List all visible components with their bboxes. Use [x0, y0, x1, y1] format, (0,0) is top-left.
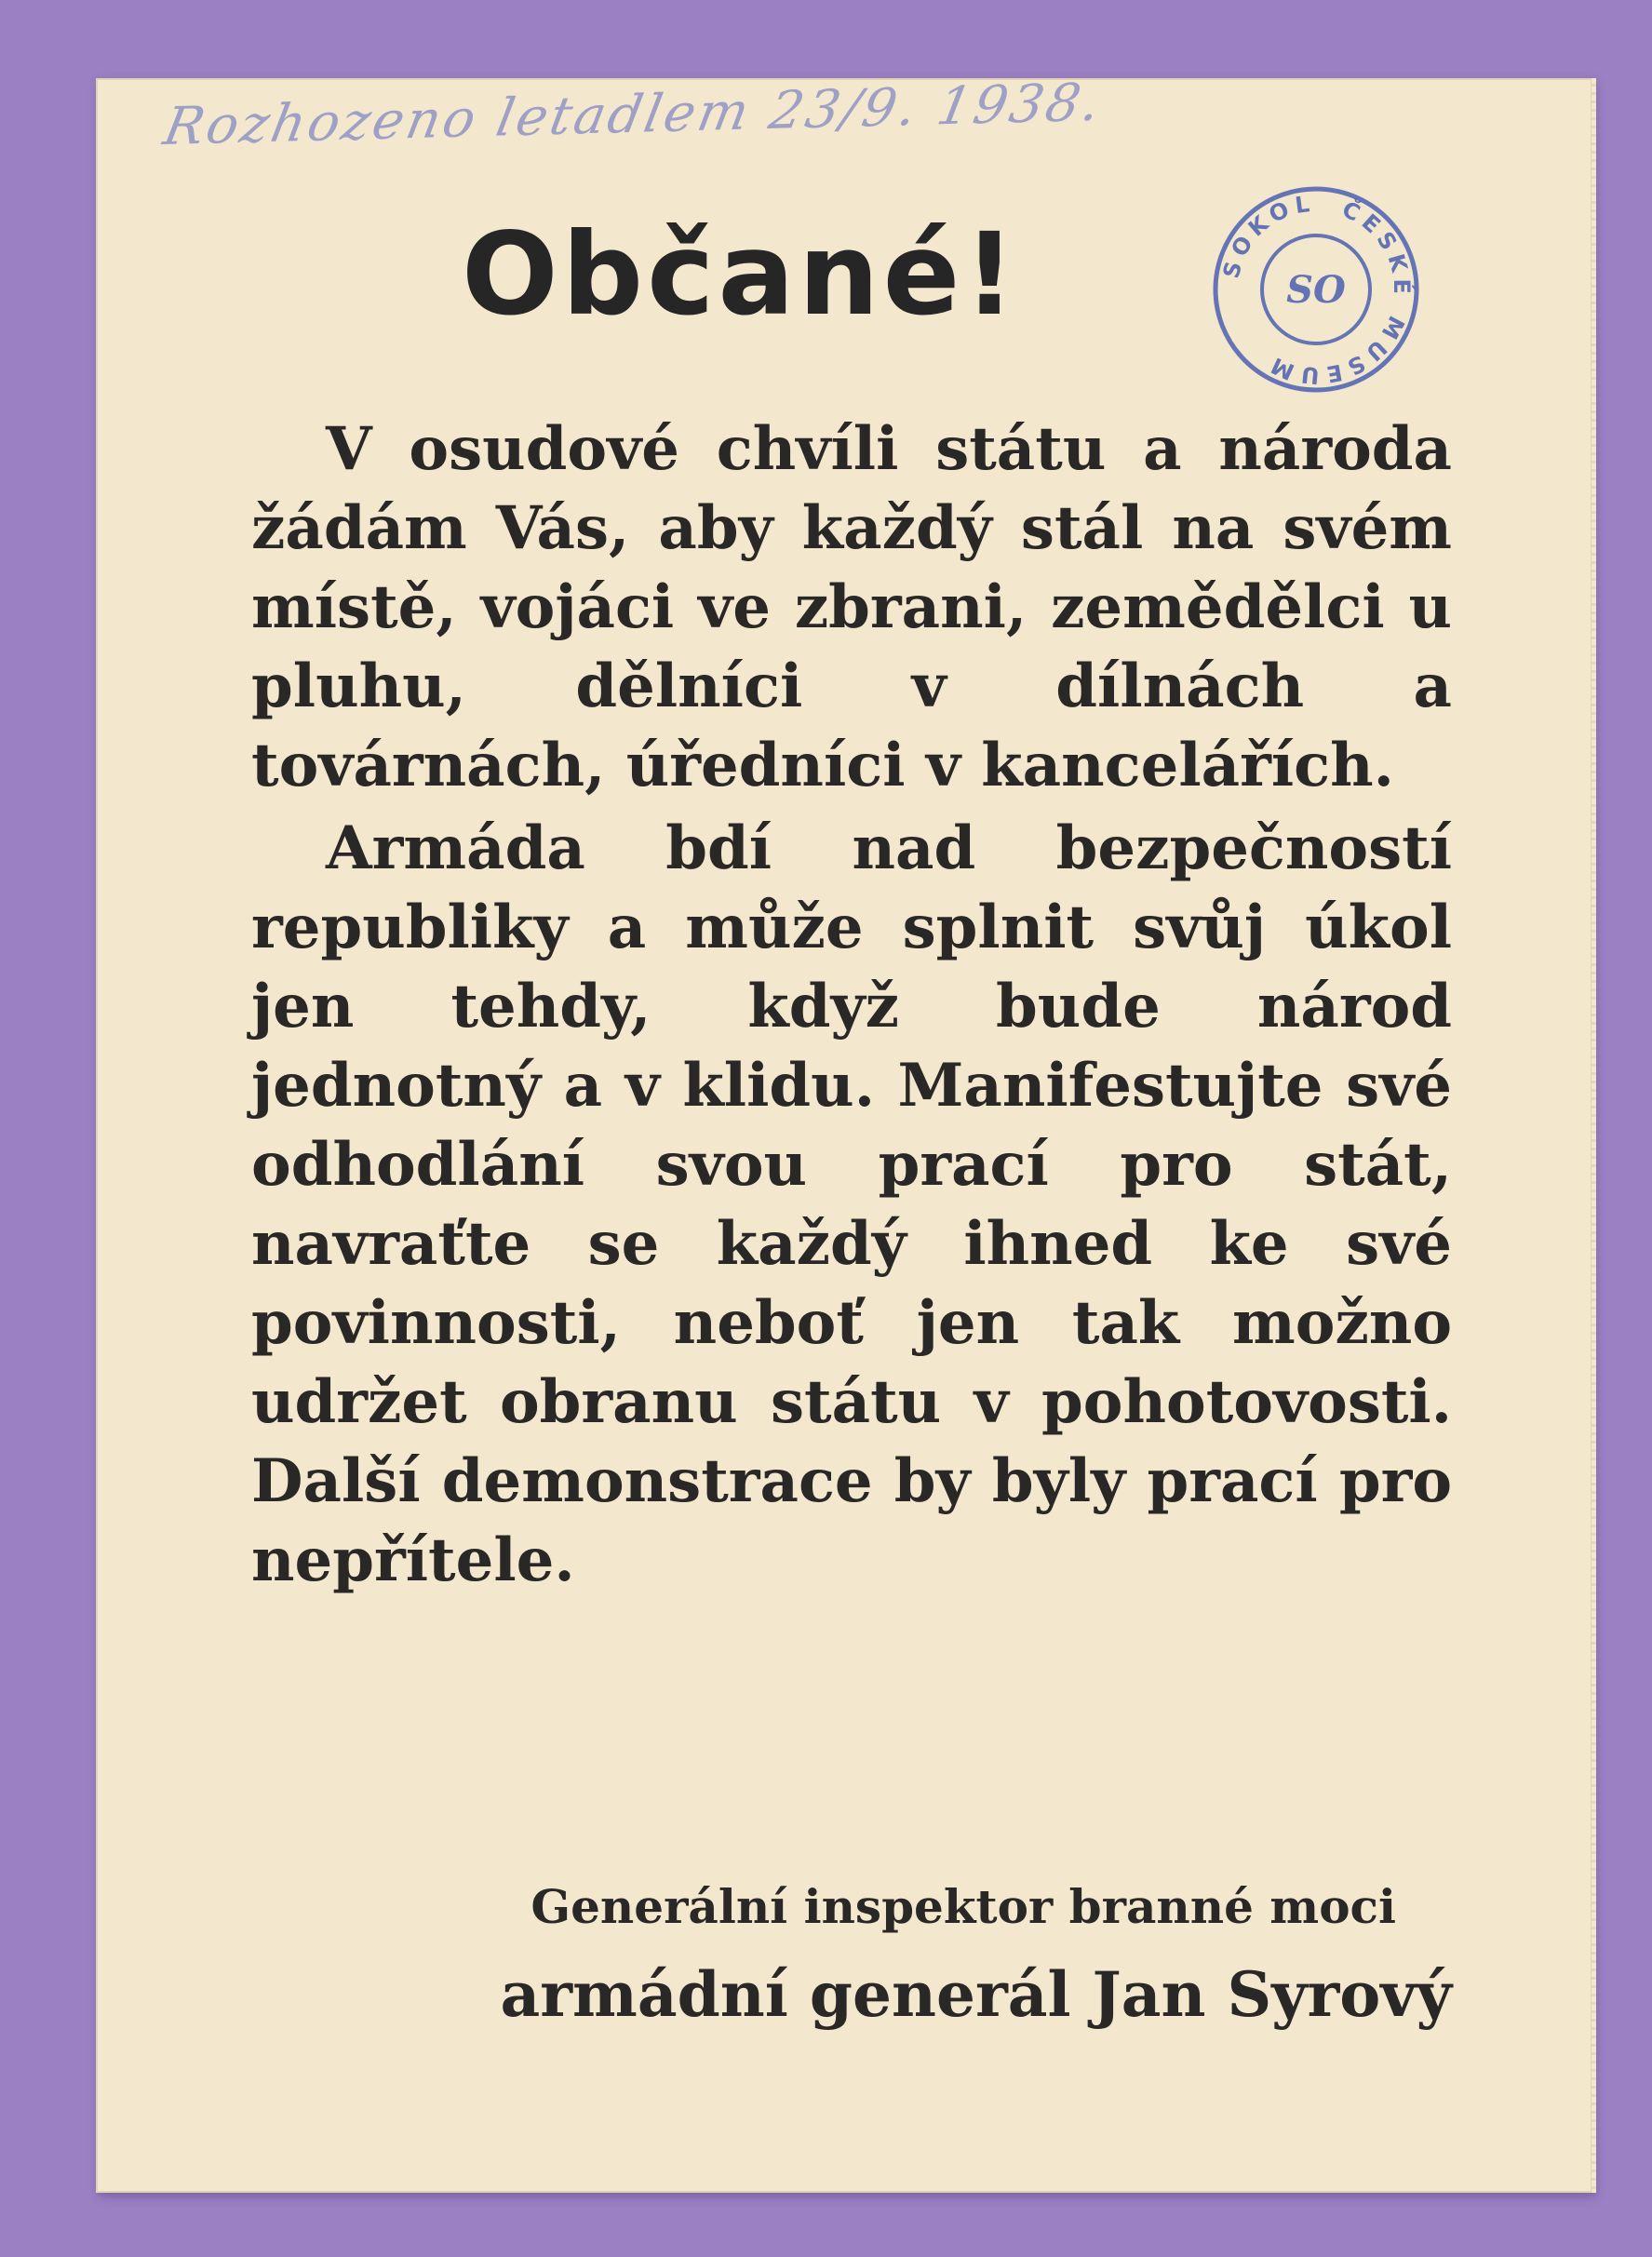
signature-name: armádní generál Jan Syrový — [500, 1958, 1452, 2031]
signature-title: Generální inspektor branné moci — [531, 1879, 1396, 1934]
leaflet-title: Občané! — [462, 208, 1019, 341]
paragraph-2: Armáda bdí nad bezpečností republiky a může splnit svůj úkol jen tehdy, když bude národ jednotný a v klidu. Manifestujte své odhodlání svou prací pro stát, navraťte se každý ihned ke své povinnosti, neboť jen tak možno udržet obranu státu v pohotovosti. Další demonstrace by byly prací pro nepřítele. — [251, 813, 1452, 1595]
paragraph-1: V osudové chvíli státu a národa žádám Vás, aby každý stál na svém místě, vojáci ve zbrani, zemědělci u pluhu, dělníci v dílnách a továrnách, úředníci v kancelářích. — [251, 414, 1452, 800]
signature-block — [251, 1879, 1452, 2031]
handwritten-note: Rozhozeno letadlem 23/9. 1938. — [158, 72, 1108, 157]
stamp-text-top: ČESKÉ — [1337, 195, 1416, 300]
leaflet-body — [251, 410, 1452, 1604]
stamp-text-right: MUSEUM — [1262, 311, 1410, 389]
leaflet-sheet — [96, 72, 1592, 2193]
stamp-monogram: SO — [1286, 268, 1346, 312]
stamp-text-left: SOKOL — [1217, 190, 1317, 281]
